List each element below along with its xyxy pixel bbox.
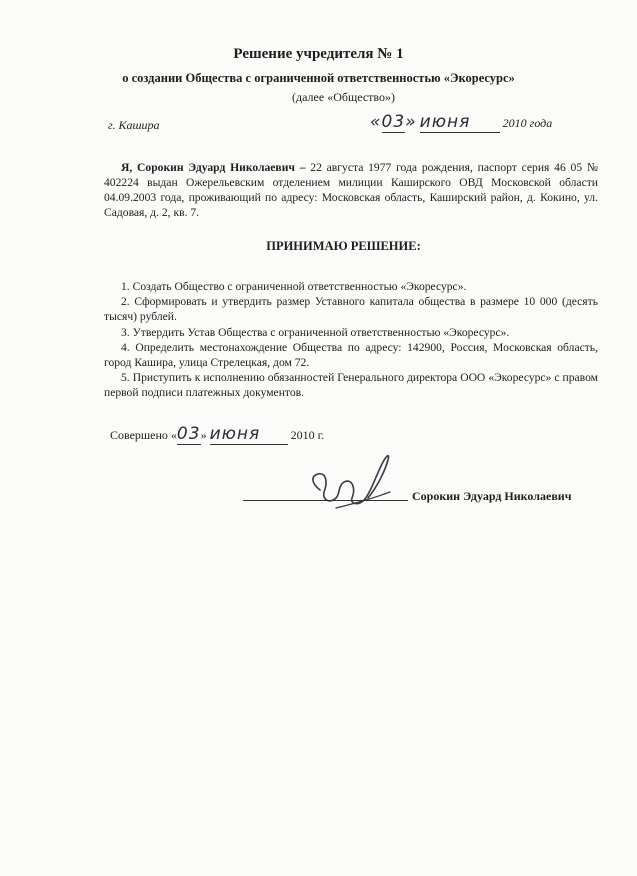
completed-close: » — [200, 428, 207, 442]
list-item: 2. Сформировать и утвердить размер Уставного капитала общества в размере 10 000 (десять тысяч) рублей. — [104, 295, 598, 324]
list-item: 5. Приступить к исполнению обязанностей Генерального директора ООО «Экоресурс» с правом первой подписи платежных документов. — [104, 371, 598, 400]
signature-line — [243, 500, 408, 501]
completed-month: июня — [210, 424, 288, 445]
date-top — [370, 112, 590, 133]
decision-list — [104, 279, 598, 401]
date-top-close: » — [405, 112, 417, 132]
date-top-open: « — [370, 112, 382, 132]
list-item: 4. Определить местонахождение Общества по адресу: 142900, Россия, Московская область, город Кашира, улица Стрелецкая, дом 72. — [104, 340, 598, 370]
list-item: 1. Создать Общество с ограниченной ответственностью «Экоресурс». — [121, 280, 467, 293]
list-item: 3. Утвердить Устав Общества с ограниченной ответственностью «Экоресурс». — [121, 325, 510, 339]
date-top-month: июня — [420, 112, 500, 133]
completed-day: 03 — [176, 424, 201, 444]
completed-year: 2010 г. — [290, 428, 325, 442]
document-title: Решение учредителя № 1 — [233, 46, 404, 62]
intro-text: 22 августа 1977 года рождения, паспорт серия 46 05 № 402224 выдан Ожерельевским отделением милиции Каширского ОВД Московской области 04.09.2003 года, проживающий по адресу: Московская область, Каширский район, д. Кокино, ул. Садовая, д. 2, кв. 7. — [104, 161, 598, 219]
document-subtitle-note: (далее «Общество») — [292, 90, 395, 104]
completed-date — [110, 424, 324, 445]
completed-label: Совершено « — [110, 428, 177, 442]
date-top-day: 03 — [381, 112, 406, 132]
date-top-year: 2010 года — [502, 116, 553, 130]
place-label: г. Кашира — [108, 118, 160, 132]
signer-name: Сорокин Эдуард Николаевич — [412, 489, 572, 503]
document-subtitle: о создании Общества с ограниченной ответственностью «Экоресурс» — [122, 71, 515, 85]
decision-heading: ПРИНИМАЮ РЕШЕНИЕ: — [266, 239, 421, 253]
intro-paragraph — [104, 160, 598, 220]
intro-name: Я, Сорокин Эдуард Николаевич – — [121, 161, 306, 174]
signature-icon — [240, 448, 600, 518]
